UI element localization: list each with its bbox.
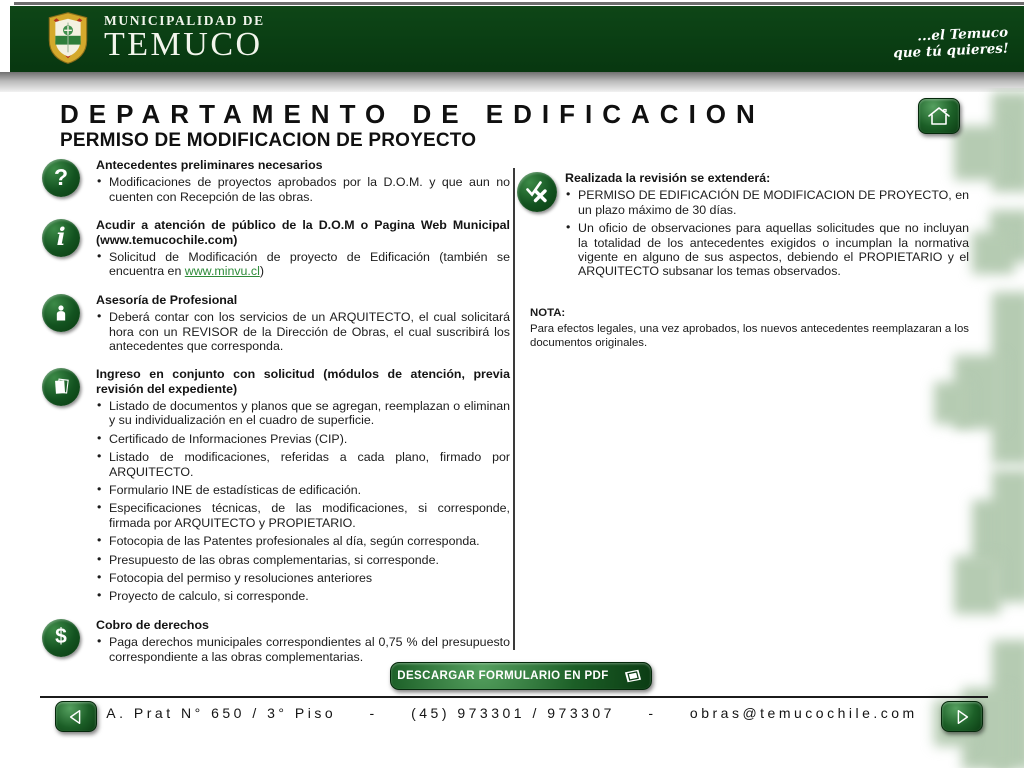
bullet-item xyxy=(96,250,510,279)
footer-phone: (45) 973301 / 973307 xyxy=(411,705,615,721)
footer-contact xyxy=(105,705,919,721)
dollar-icon: $ xyxy=(42,619,80,657)
download-pdf-button[interactable] xyxy=(390,662,652,690)
bullet-item: • Paga derechos municipales correspondientes al 0,75 % del presupuesto correspondiente a las obras complementarias. xyxy=(96,635,510,664)
document-icon xyxy=(42,368,80,406)
question-icon: ? xyxy=(42,159,80,197)
header-shadow-strip xyxy=(0,72,1024,92)
info-icon: i xyxy=(42,219,80,257)
section-antecedentes xyxy=(42,158,510,208)
section-title: Asesoría de Profesional xyxy=(96,292,238,307)
slogan-line-2: que tú quieres! xyxy=(892,39,1009,62)
home-icon xyxy=(926,105,952,127)
section-cobro xyxy=(42,618,510,668)
temuco-crest-logo xyxy=(46,11,90,65)
section-title: Realizada la revisión se extenderá: xyxy=(565,171,771,185)
footer-address: A. Prat N° 650 / 3° Piso xyxy=(106,705,337,721)
bullet-item: • Modificaciones de proyectos aprobados por la D.O.M. y que aun no cuenten con Recepción de las obras. xyxy=(96,175,510,204)
check-x-icon xyxy=(517,172,557,212)
person-icon xyxy=(42,294,80,332)
left-column xyxy=(42,158,510,678)
download-pdf-label: DESCARGAR FORMULARIO EN PDF xyxy=(397,670,609,682)
note-label: NOTA: xyxy=(530,306,566,319)
footer-separator: - xyxy=(648,705,657,721)
header-bar xyxy=(10,6,1024,72)
bullet-text: Solicitud de Modificación de proyecto de Edificación (también se encuentra en xyxy=(109,249,510,279)
column-divider xyxy=(513,168,515,650)
section-ingreso xyxy=(42,367,510,607)
section-acudir xyxy=(42,218,510,283)
brand-municipalidad: MUNICIPALIDAD DE xyxy=(104,13,265,28)
footer-separator: - xyxy=(369,705,378,721)
legal-note xyxy=(530,307,969,351)
section-title: Acudir a atención de público de la D.O.M o Pagina Web Municipal (www.temucochile.com) xyxy=(96,218,510,247)
bullet-item: • Certificado de Informaciones Previas (CIP). xyxy=(96,432,510,446)
footer-email: obras@temucochile.com xyxy=(689,705,918,721)
slide-top-shadow xyxy=(14,2,1024,5)
arrow-right-icon xyxy=(951,708,973,726)
pdf-page-icon xyxy=(621,667,645,685)
nav-back-button[interactable] xyxy=(55,701,97,732)
page-title: PERMISO DE MODIFICACION DE PROYECTO xyxy=(60,130,477,151)
bullet-item: • Fotocopia del permiso y resoluciones anteriores xyxy=(96,571,510,585)
bullet-item: • Listado de modificaciones, referidas a cada plano, firmado por ARQUITECTO. xyxy=(96,450,510,479)
slogan-line-1: ...el Temuco xyxy=(916,24,1008,45)
department-title: DEPARTAMENTO DE EDIFICACION xyxy=(60,99,765,129)
bullet-item: • Formulario INE de estadísticas de edificación. xyxy=(96,483,510,497)
bullet-item: • Especificaciones técnicas, de las modificaciones, si corresponde, firmada por ARQUITECTO y PROPIETARIO. xyxy=(96,501,510,530)
section-title: Antecedentes preliminares necesarios xyxy=(96,158,323,172)
bullet-item: • Proyecto de calculo, si corresponde. xyxy=(96,589,510,603)
section-title: Cobro de derechos xyxy=(96,617,209,632)
section-title: Ingreso en conjunto con solicitud (módulos de atención, previa revisión del expediente) xyxy=(96,367,510,396)
footer-divider xyxy=(40,696,988,698)
bullet-item: • PERMISO DE EDIFICACIÓN DE MODIFICACION DE PROYECTO, en un plazo máximo de 30 días. xyxy=(565,188,969,217)
bullet-item: • Fotocopia de las Patentes profesionales al día, según corresponda. xyxy=(96,534,510,548)
header-slogan xyxy=(892,25,1009,61)
section-asesoria xyxy=(42,293,510,358)
bullet-item: • Un oficio de observaciones para aquellas solicitudes que no incluyan la totalidad de los antecedentes exigidos o incumplan la normativa vigente en alguno de sus aspectos, debiendo el PROPIETARIO y el ARQUITECTO subsanar los temas observados. xyxy=(565,221,969,279)
brand-temuco: TEMUCO xyxy=(104,26,263,63)
nav-forward-button[interactable] xyxy=(941,701,983,732)
section-revision xyxy=(517,171,969,283)
bullet-item: • Presupuesto de las obras complementarias, si corresponde. xyxy=(96,553,510,567)
right-column xyxy=(517,171,969,350)
home-button[interactable] xyxy=(918,98,960,134)
bullet-item: • Listado de documentos y planos que se agregan, reemplazan o eliminan y su individualización en el cuadro de superficie. xyxy=(96,399,510,428)
brand-block xyxy=(104,13,265,61)
note-text: Para efectos legales, una vez aprobados, los nuevos antecedentes reemplazaran a los documentos originales. xyxy=(530,322,969,349)
arrow-left-icon xyxy=(65,708,87,726)
bullet-text: ) xyxy=(259,264,264,279)
bullet-item: • Deberá contar con los servicios de un ARQUITECTO, el cual solicitará hora con un REVISOR de la Dirección de Obras, el cual suscribirá los antecedentes que corresponda. xyxy=(96,310,510,353)
minvu-link[interactable]: www.minvu.cl xyxy=(184,264,260,279)
